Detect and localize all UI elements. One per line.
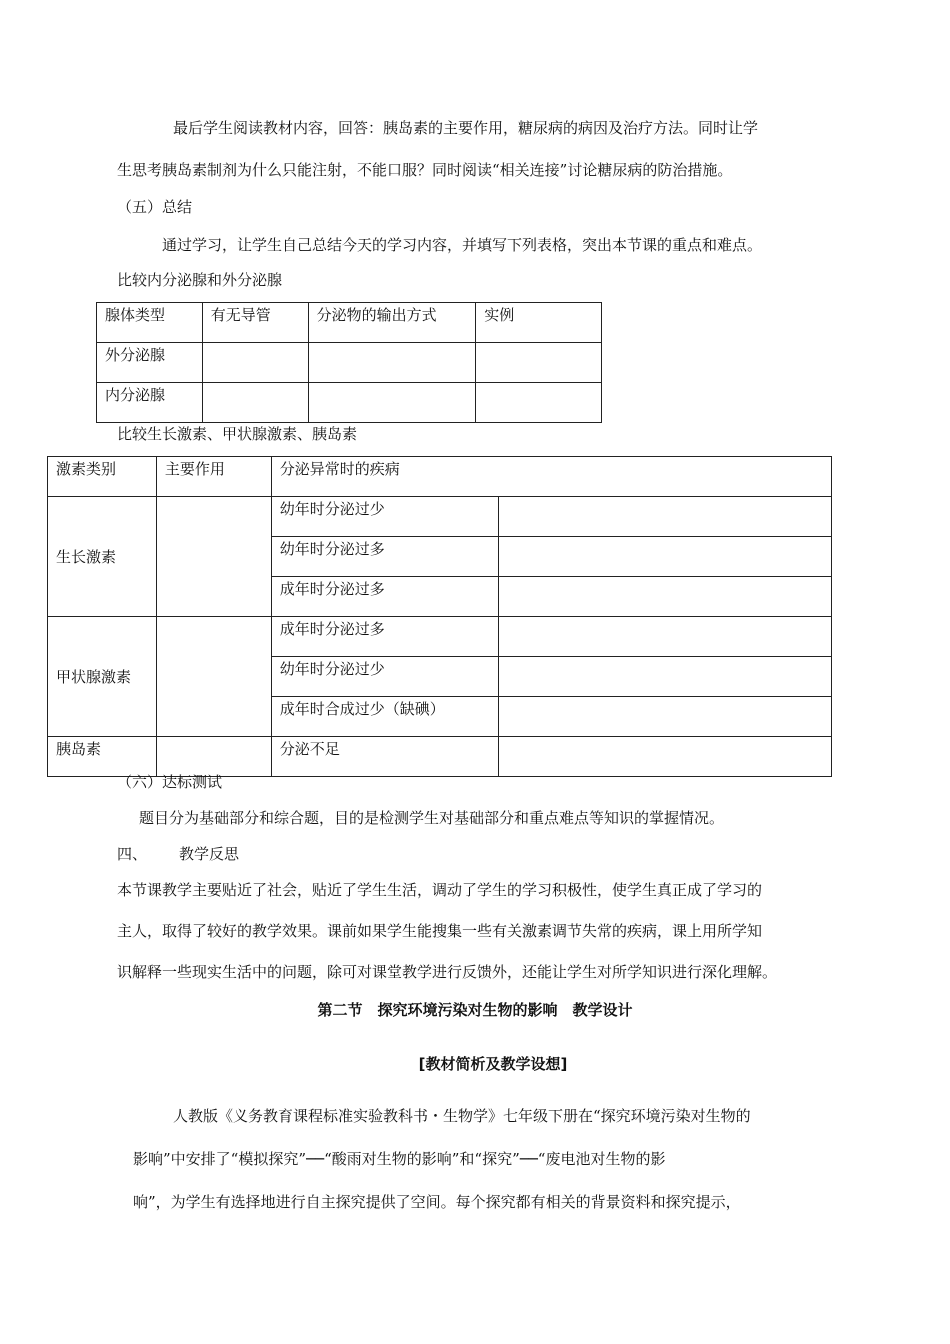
gland-comparison-table	[96, 302, 602, 423]
section-title: 第二节 探究环境污染对生物的影响 教学设计	[317, 1001, 633, 1019]
table-caption: 比较生长激素、甲状腺激素、胰岛素	[117, 425, 358, 443]
header-cell: 实例	[476, 303, 602, 343]
empty-cell[interactable]	[499, 617, 832, 657]
empty-cell[interactable]	[156, 497, 271, 617]
empty-cell[interactable]	[202, 343, 308, 383]
empty-cell[interactable]	[499, 657, 832, 697]
empty-cell[interactable]	[308, 343, 476, 383]
hormone-label: 生长激素	[48, 497, 157, 617]
table-header-row	[97, 303, 602, 343]
paragraph-line: 本节课教学主要贴近了社会，贴近了学生生活，调动了学生的学习积极性，使学生真正成了学习的	[117, 881, 763, 899]
empty-cell[interactable]	[499, 537, 832, 577]
table-header-row	[48, 457, 832, 497]
section-number: 四、	[117, 845, 148, 863]
paragraph-line: 主人，取得了较好的教学效果。课前如果学生能搜集一些有关激素调节失常的疾病，课上用所学知	[117, 922, 763, 940]
condition-cell: 成年时分泌过多	[271, 617, 499, 657]
condition-cell: 成年时合成过少（缺碘）	[271, 697, 499, 737]
condition-cell: 幼年时分泌过少	[271, 497, 499, 537]
row-label: 外分泌腺	[97, 343, 203, 383]
section-heading: （六）达标测试	[117, 773, 223, 791]
section-subtitle: [教材简析及教学设想]	[418, 1055, 568, 1073]
empty-cell[interactable]	[476, 343, 602, 383]
empty-cell[interactable]	[499, 497, 832, 537]
table-row	[97, 383, 602, 423]
empty-cell[interactable]	[499, 577, 832, 617]
header-cell: 激素类别	[48, 457, 157, 497]
empty-cell[interactable]	[202, 383, 308, 423]
header-cell: 腺体类型	[97, 303, 203, 343]
condition-cell: 幼年时分泌过少	[271, 657, 499, 697]
paragraph-line: 识解释一些现实生活中的问题，除可对课堂教学进行反馈外，还能让学生对所学知识进行深化理解。	[117, 963, 778, 981]
condition-cell: 幼年时分泌过多	[271, 537, 499, 577]
paragraph-line: 题目分为基础部分和综合题，目的是检测学生对基础部分和重点难点等知识的掌握情况。	[139, 809, 725, 827]
empty-cell[interactable]	[156, 737, 271, 777]
table-caption: 比较内分泌腺和外分泌腺	[117, 271, 283, 289]
paragraph-line: 通过学习，让学生自己总结今天的学习内容，并填写下列表格，突出本节课的重点和难点。	[162, 236, 763, 254]
hormone-comparison-table	[47, 456, 832, 777]
table-row	[48, 737, 832, 777]
empty-cell[interactable]	[499, 697, 832, 737]
empty-cell[interactable]	[156, 617, 271, 737]
empty-cell[interactable]	[476, 383, 602, 423]
empty-cell[interactable]	[308, 383, 476, 423]
header-cell: 有无导管	[202, 303, 308, 343]
empty-cell[interactable]	[499, 737, 832, 777]
paragraph-line: 影响”中安排了“模拟探究”──“酸雨对生物的影响”和“探究”──“废电池对生物的影	[133, 1150, 666, 1168]
condition-cell: 分泌不足	[271, 737, 499, 777]
paragraph-line: 生思考胰岛素制剂为什么只能注射，不能口服？同时阅读“相关连接”讨论糖尿病的防治措施。	[117, 161, 733, 179]
row-label: 内分泌腺	[97, 383, 203, 423]
paragraph-line: 人教版《义务教育课程标准实验教科书・生物学》七年级下册在“探究环境污染对生物的	[173, 1107, 751, 1125]
table-row	[48, 497, 832, 537]
section-heading: 教学反思	[179, 845, 240, 863]
table-row	[97, 343, 602, 383]
header-cell: 分泌物的输出方式	[308, 303, 476, 343]
header-cell: 分泌异常时的疾病	[271, 457, 831, 497]
header-cell: 主要作用	[156, 457, 271, 497]
paragraph-line: 最后学生阅读教材内容，回答：胰岛素的主要作用，糖尿病的病因及治疗方法。同时让学	[173, 119, 759, 137]
hormone-label: 甲状腺激素	[48, 617, 157, 737]
hormone-label: 胰岛素	[48, 737, 157, 777]
paragraph-line: 响”，为学生有选择地进行自主探究提供了空间。每个探究都有相关的背景资料和探究提示，	[133, 1193, 741, 1211]
table-row	[48, 617, 832, 657]
condition-cell: 成年时分泌过多	[271, 577, 499, 617]
section-heading: （五）总结	[117, 198, 193, 216]
